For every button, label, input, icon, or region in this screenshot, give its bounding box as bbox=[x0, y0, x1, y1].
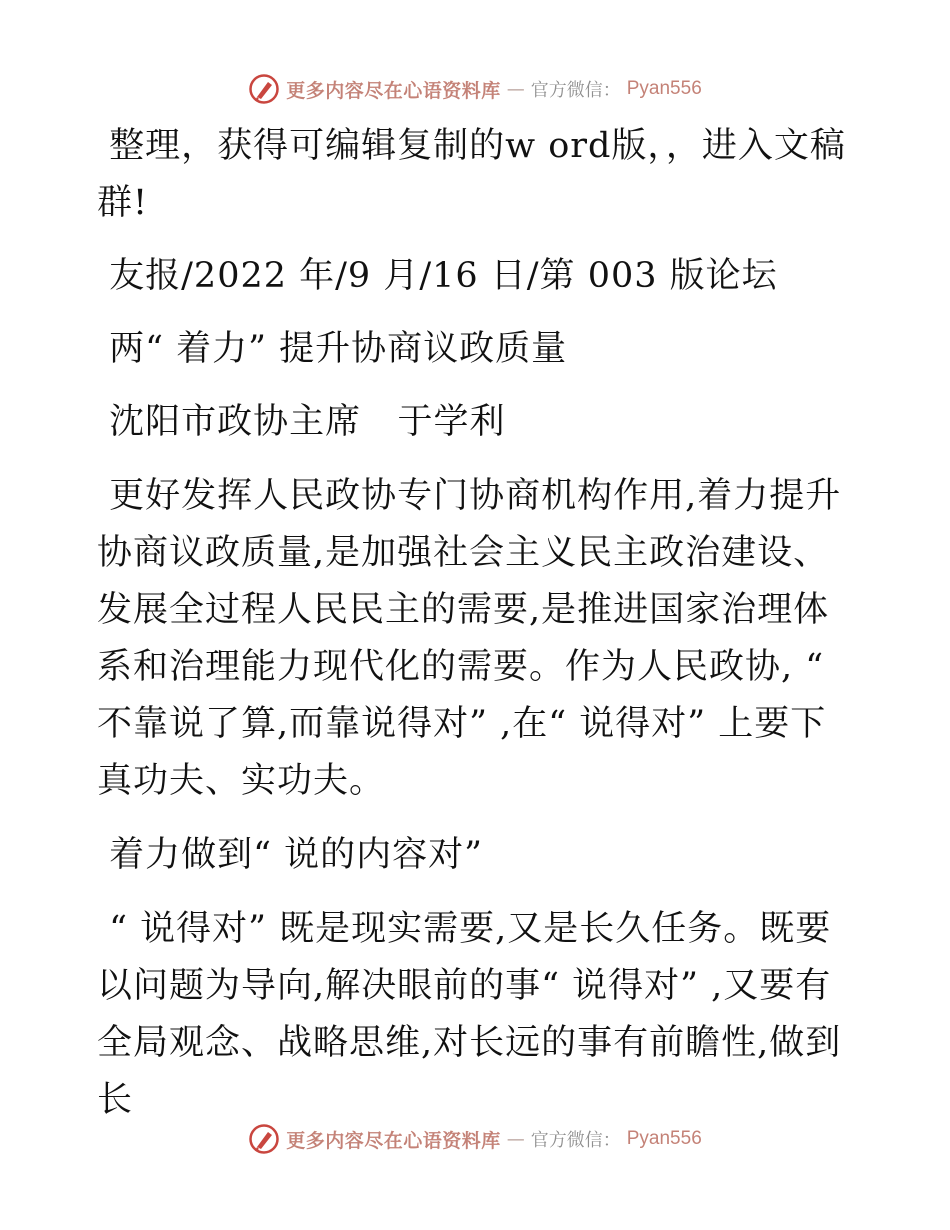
quill-logo-icon bbox=[248, 1123, 280, 1155]
watermark-wechat-id: Pyan556 bbox=[626, 1128, 702, 1149]
watermark-dash: — bbox=[506, 1128, 525, 1150]
header-watermark bbox=[0, 72, 950, 106]
article-title: 两“ 着力” 提升协商议政质量 bbox=[97, 329, 568, 369]
footer-watermark bbox=[0, 1122, 950, 1156]
watermark-text: 更多内容尽在心语资料库 bbox=[286, 79, 501, 102]
watermark-wechat-id: Pyan556 bbox=[626, 78, 702, 99]
source-line: 友报/2022 年/9 月/16 日/第 003 版论坛 bbox=[97, 256, 778, 296]
body-paragraph: “ 说得对” 既是现实需要,又是长久任务。既要以问题为导向,解决眼前的事“ 说得对” ,又要有全局观念、战略思维,对长远的事有前瞻性,做到长 bbox=[97, 909, 842, 1120]
watermark-wechat-label: 官方微信： bbox=[530, 1130, 621, 1151]
document-body bbox=[97, 118, 849, 1129]
watermark-dash: — bbox=[506, 78, 525, 100]
quill-logo-icon bbox=[248, 73, 280, 105]
author-line: 沈阳市政协主席 于学利 bbox=[97, 402, 506, 442]
body-paragraph: 更好发挥人民政协专门协商机构作用,着力提升协商议政质量,是加强社会主义民主政治建设、发展全过程人民民主的需要,是推进国家治理体系和治理能力现代化的需要。作为人民政协, “ 不靠说了算,而靠说得对” ,在“ 说得对” 上要下真功夫、实功夫。 bbox=[97, 476, 842, 801]
intro-line: 整理，获得可编辑复制的w ord版，，进入文稿群! bbox=[97, 126, 846, 223]
section-heading: 着力做到“ 说的内容对” bbox=[97, 835, 484, 875]
watermark-wechat-label: 官方微信： bbox=[530, 80, 621, 101]
watermark-text: 更多内容尽在心语资料库 bbox=[286, 1129, 501, 1152]
